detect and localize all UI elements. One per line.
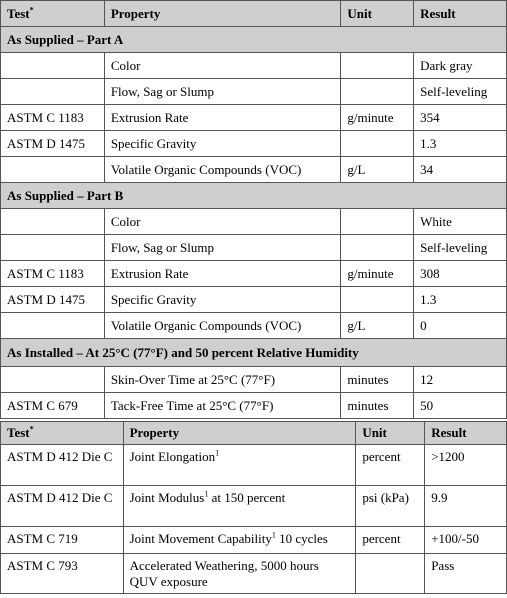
cell-result: Pass (425, 554, 507, 594)
cell-result: 354 (414, 105, 507, 131)
cell-unit (341, 287, 414, 313)
cell-test: ASTM C 793 (1, 554, 124, 594)
cell-unit (341, 79, 414, 105)
table-row (1, 157, 507, 183)
cell-result: Self-leveling (414, 79, 507, 105)
cell-result: 0 (414, 313, 507, 339)
table-row (1, 287, 507, 313)
table-row (1, 209, 507, 235)
section-title: As Supplied – Part A (1, 27, 507, 53)
cell-test (1, 53, 105, 79)
table-row (1, 53, 507, 79)
table-row (1, 554, 507, 594)
cell-property: Volatile Organic Compounds (VOC) (104, 157, 341, 183)
table-row (1, 445, 507, 486)
cell-result: +100/-50 (425, 527, 507, 554)
cell-test: ASTM C 679 (1, 393, 105, 419)
cell-property: Specific Gravity (104, 131, 341, 157)
cell-unit: minutes (341, 367, 414, 393)
cell-test (1, 79, 105, 105)
cell-test: ASTM C 719 (1, 527, 124, 554)
table-row (1, 527, 507, 554)
table-row (1, 313, 507, 339)
cell-property: Extrusion Rate (104, 105, 341, 131)
header-test: Test* (1, 422, 124, 445)
table-row (1, 79, 507, 105)
table-header-row (1, 1, 507, 27)
table-row (1, 131, 507, 157)
cell-result: 34 (414, 157, 507, 183)
cell-test: ASTM C 1183 (1, 261, 105, 287)
cell-unit (341, 53, 414, 79)
cell-property: Extrusion Rate (104, 261, 341, 287)
header-property: Property (123, 422, 356, 445)
cell-test: ASTM D 412 Die C (1, 445, 124, 486)
header-unit: Unit (356, 422, 425, 445)
cell-result: 50 (414, 393, 507, 419)
cell-property: Accelerated Weathering, 5000 hours QUV exposure (123, 554, 356, 594)
cell-property: Color (104, 209, 341, 235)
section-row (1, 27, 507, 53)
cell-property: Specific Gravity (104, 287, 341, 313)
table-row (1, 393, 507, 419)
cell-result: Dark gray (414, 53, 507, 79)
cell-result: White (414, 209, 507, 235)
cell-result: 9.9 (425, 486, 507, 527)
header-test: Test* (1, 1, 105, 27)
section-row (1, 339, 507, 367)
cell-unit: percent (356, 527, 425, 554)
section-title: As Supplied – Part B (1, 183, 507, 209)
cell-test: ASTM D 412 Die C (1, 486, 124, 527)
cell-result: Self-leveling (414, 235, 507, 261)
cell-unit: g/L (341, 313, 414, 339)
cell-result: 308 (414, 261, 507, 287)
table-row (1, 486, 507, 527)
cell-unit (356, 554, 425, 594)
cell-property: Volatile Organic Compounds (VOC) (104, 313, 341, 339)
section-title: As Installed – At 25°C (77°F) and 50 percent Relative Humidity (1, 339, 507, 367)
header-property: Property (104, 1, 341, 27)
header-unit: Unit (341, 1, 414, 27)
cell-property: Flow, Sag or Slump (104, 235, 341, 261)
cell-test: ASTM C 1183 (1, 105, 105, 131)
cell-test: ASTM D 1475 (1, 287, 105, 313)
cell-property: Flow, Sag or Slump (104, 79, 341, 105)
cell-test (1, 157, 105, 183)
table-row (1, 367, 507, 393)
cell-unit: psi (kPa) (356, 486, 425, 527)
cell-unit: g/minute (341, 261, 414, 287)
table-row (1, 105, 507, 131)
header-result: Result (425, 422, 507, 445)
cell-property: Color (104, 53, 341, 79)
cell-property: Joint Elongation$^1$ (123, 445, 356, 486)
cell-unit (341, 131, 414, 157)
cell-unit (341, 209, 414, 235)
cell-unit: minutes (341, 393, 414, 419)
cell-test (1, 235, 105, 261)
cell-test (1, 313, 105, 339)
cell-property: Tack-Free Time at 25°C (77°F) (104, 393, 341, 419)
cell-result: 1.3 (414, 131, 507, 157)
cell-unit (341, 235, 414, 261)
cell-property: Skin-Over Time at 25°C (77°F) (104, 367, 341, 393)
properties-table-installed (0, 421, 507, 594)
cell-result: 12 (414, 367, 507, 393)
cell-result: >1200 (425, 445, 507, 486)
cell-property: Joint Modulus$^1$ at 150 percent (123, 486, 356, 527)
cell-property: Joint Movement Capability$^1$ 10 cycles (123, 527, 356, 554)
cell-unit: percent (356, 445, 425, 486)
cell-result: 1.3 (414, 287, 507, 313)
cell-test: ASTM D 1475 (1, 131, 105, 157)
table-row (1, 261, 507, 287)
cell-unit: g/minute (341, 105, 414, 131)
table-row (1, 235, 507, 261)
cell-test (1, 209, 105, 235)
section-row (1, 183, 507, 209)
table-header-row (1, 422, 507, 445)
header-result: Result (414, 1, 507, 27)
cell-test (1, 367, 105, 393)
cell-unit: g/L (341, 157, 414, 183)
